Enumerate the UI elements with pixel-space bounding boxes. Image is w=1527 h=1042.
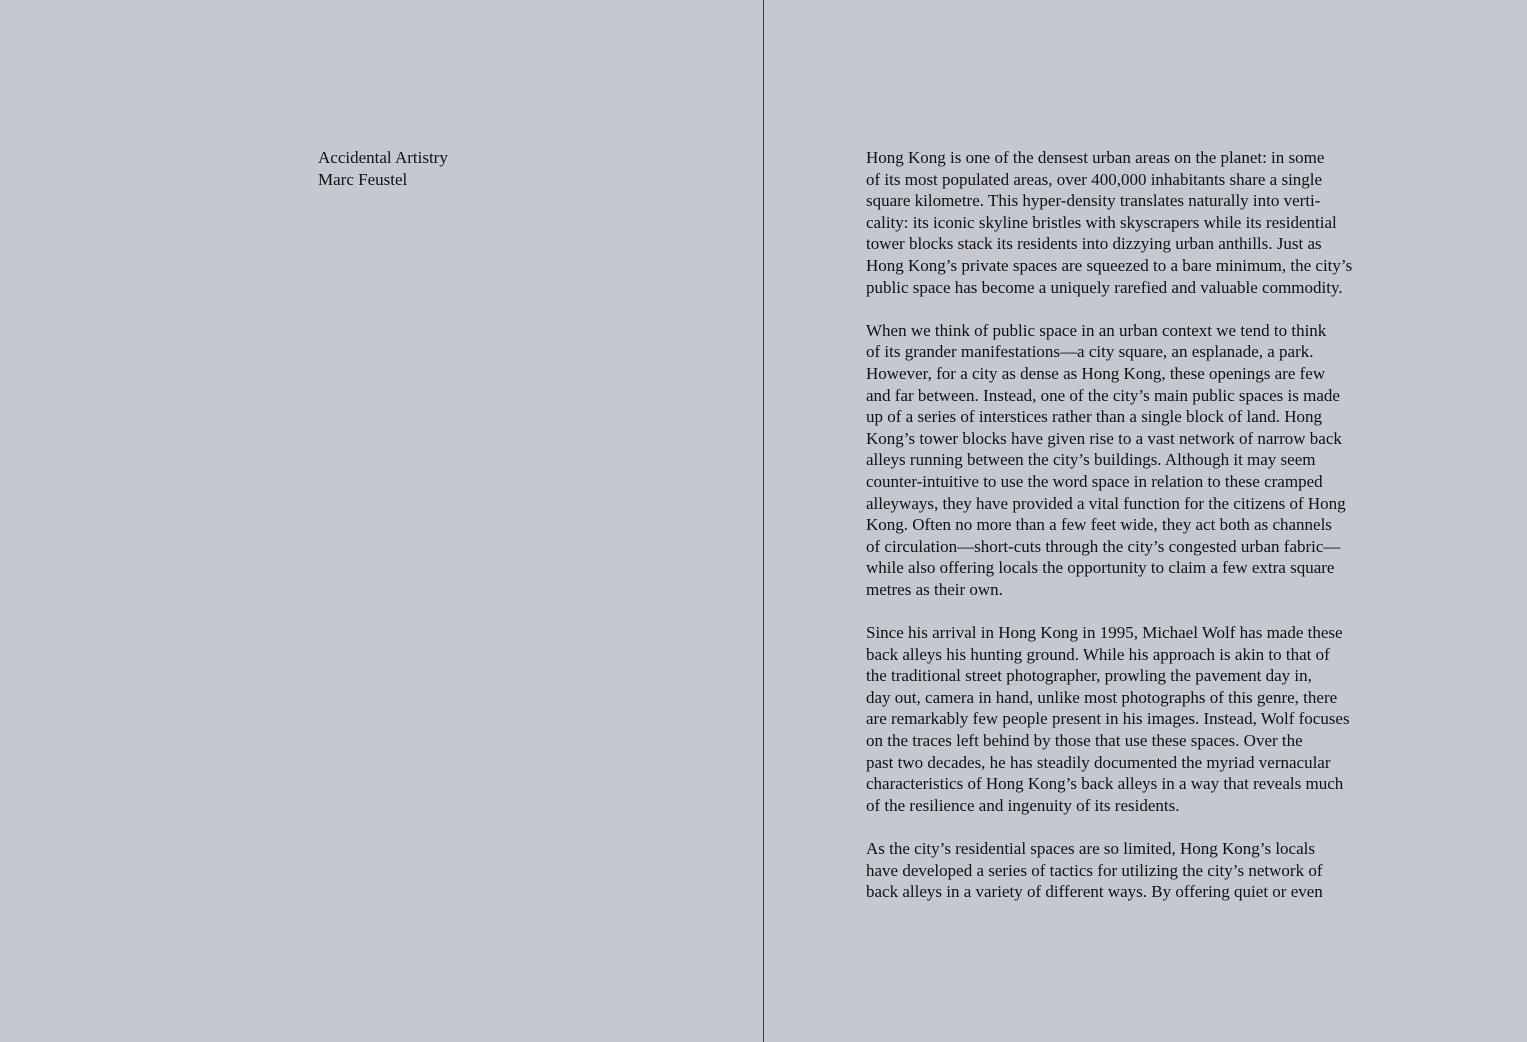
text-line: alleys running between the city’s buildings. Although it may seem xyxy=(866,450,1316,470)
title-block xyxy=(318,147,448,191)
text-line: When we think of public space in an urban context we tend to think xyxy=(866,320,1327,340)
author-name: Marc Feustel xyxy=(318,170,408,189)
text-line: of the resilience and ingenuity of its residents. xyxy=(866,795,1180,815)
text-line: of its most populated areas, over 400,000 inhabitants share a single xyxy=(866,169,1323,189)
text-line: metres as their own. xyxy=(866,579,1003,599)
text-line: characteristics of Hong Kong’s back alleys in a way that reveals much xyxy=(866,774,1344,794)
text-line: of circulation—short-cuts through the city’s congested urban fabric— xyxy=(866,536,1341,556)
text-line: while also offering locals the opportunity to claim a few extra square xyxy=(866,558,1335,578)
paragraph xyxy=(866,838,1386,903)
text-line: have developed a series of tactics for utilizing the city’s network of xyxy=(866,860,1323,880)
paragraph xyxy=(866,622,1386,816)
text-line: and far between. Instead, one of the city’s main public spaces is made xyxy=(866,385,1340,405)
text-line: Kong’s tower blocks have given rise to a vast network of narrow back xyxy=(866,428,1342,448)
essay-title: Accidental Artistry xyxy=(318,148,448,167)
text-line: Hong Kong is one of the densest urban areas on the planet: in some xyxy=(866,148,1325,167)
text-line: square kilometre. This hyper-density translates naturally into verti- xyxy=(866,191,1321,211)
paragraph xyxy=(866,320,1386,601)
text-line: the traditional street photographer, prowling the pavement day in, xyxy=(866,666,1312,686)
text-line: Since his arrival in Hong Kong in 1995, Michael Wolf has made these xyxy=(866,623,1343,643)
text-line: on the traces left behind by those that use these spaces. Over the xyxy=(866,731,1303,751)
text-line: cality: its iconic skyline bristles with skyscrapers while its residential xyxy=(866,212,1337,232)
text-line: are remarkably few people present in his images. Instead, Wolf focuses xyxy=(866,709,1350,729)
text-line: day out, camera in hand, unlike most photographs of this genre, there xyxy=(866,687,1338,707)
text-line: alleyways, they have provided a vital function for the citizens of Hong xyxy=(866,493,1346,513)
text-line: up of a series of interstices rather than a single block of land. Hong xyxy=(866,407,1323,427)
text-line: tower blocks stack its residents into dizzying urban anthills. Just as xyxy=(866,234,1322,254)
text-line: counter-intuitive to use the word space in relation to these cramped xyxy=(866,471,1323,491)
text-line: However, for a city as dense as Hong Kong, these openings are few xyxy=(866,363,1326,383)
left-page xyxy=(0,0,763,1042)
paragraph xyxy=(866,147,1386,298)
text-line: Hong Kong’s private spaces are squeezed to a bare minimum, the city’s xyxy=(866,255,1353,275)
text-line: public space has become a uniquely rarefied and valuable commodity. xyxy=(866,277,1343,297)
text-line: As the city’s residential spaces are so limited, Hong Kong’s locals xyxy=(866,839,1315,858)
text-line: back alleys his hunting ground. While his approach is akin to that of xyxy=(866,644,1330,664)
right-page xyxy=(764,0,1527,1042)
text-line: back alleys in a variety of different ways. By offering quiet or even xyxy=(866,882,1323,902)
essay-body xyxy=(866,147,1386,924)
text-line: Kong. Often no more than a few feet wide, they act both as channels xyxy=(866,515,1332,535)
text-line: of its grander manifestations—a city square, an esplanade, a park. xyxy=(866,342,1314,362)
text-line: past two decades, he has steadily documented the myriad vernacular xyxy=(866,752,1331,772)
